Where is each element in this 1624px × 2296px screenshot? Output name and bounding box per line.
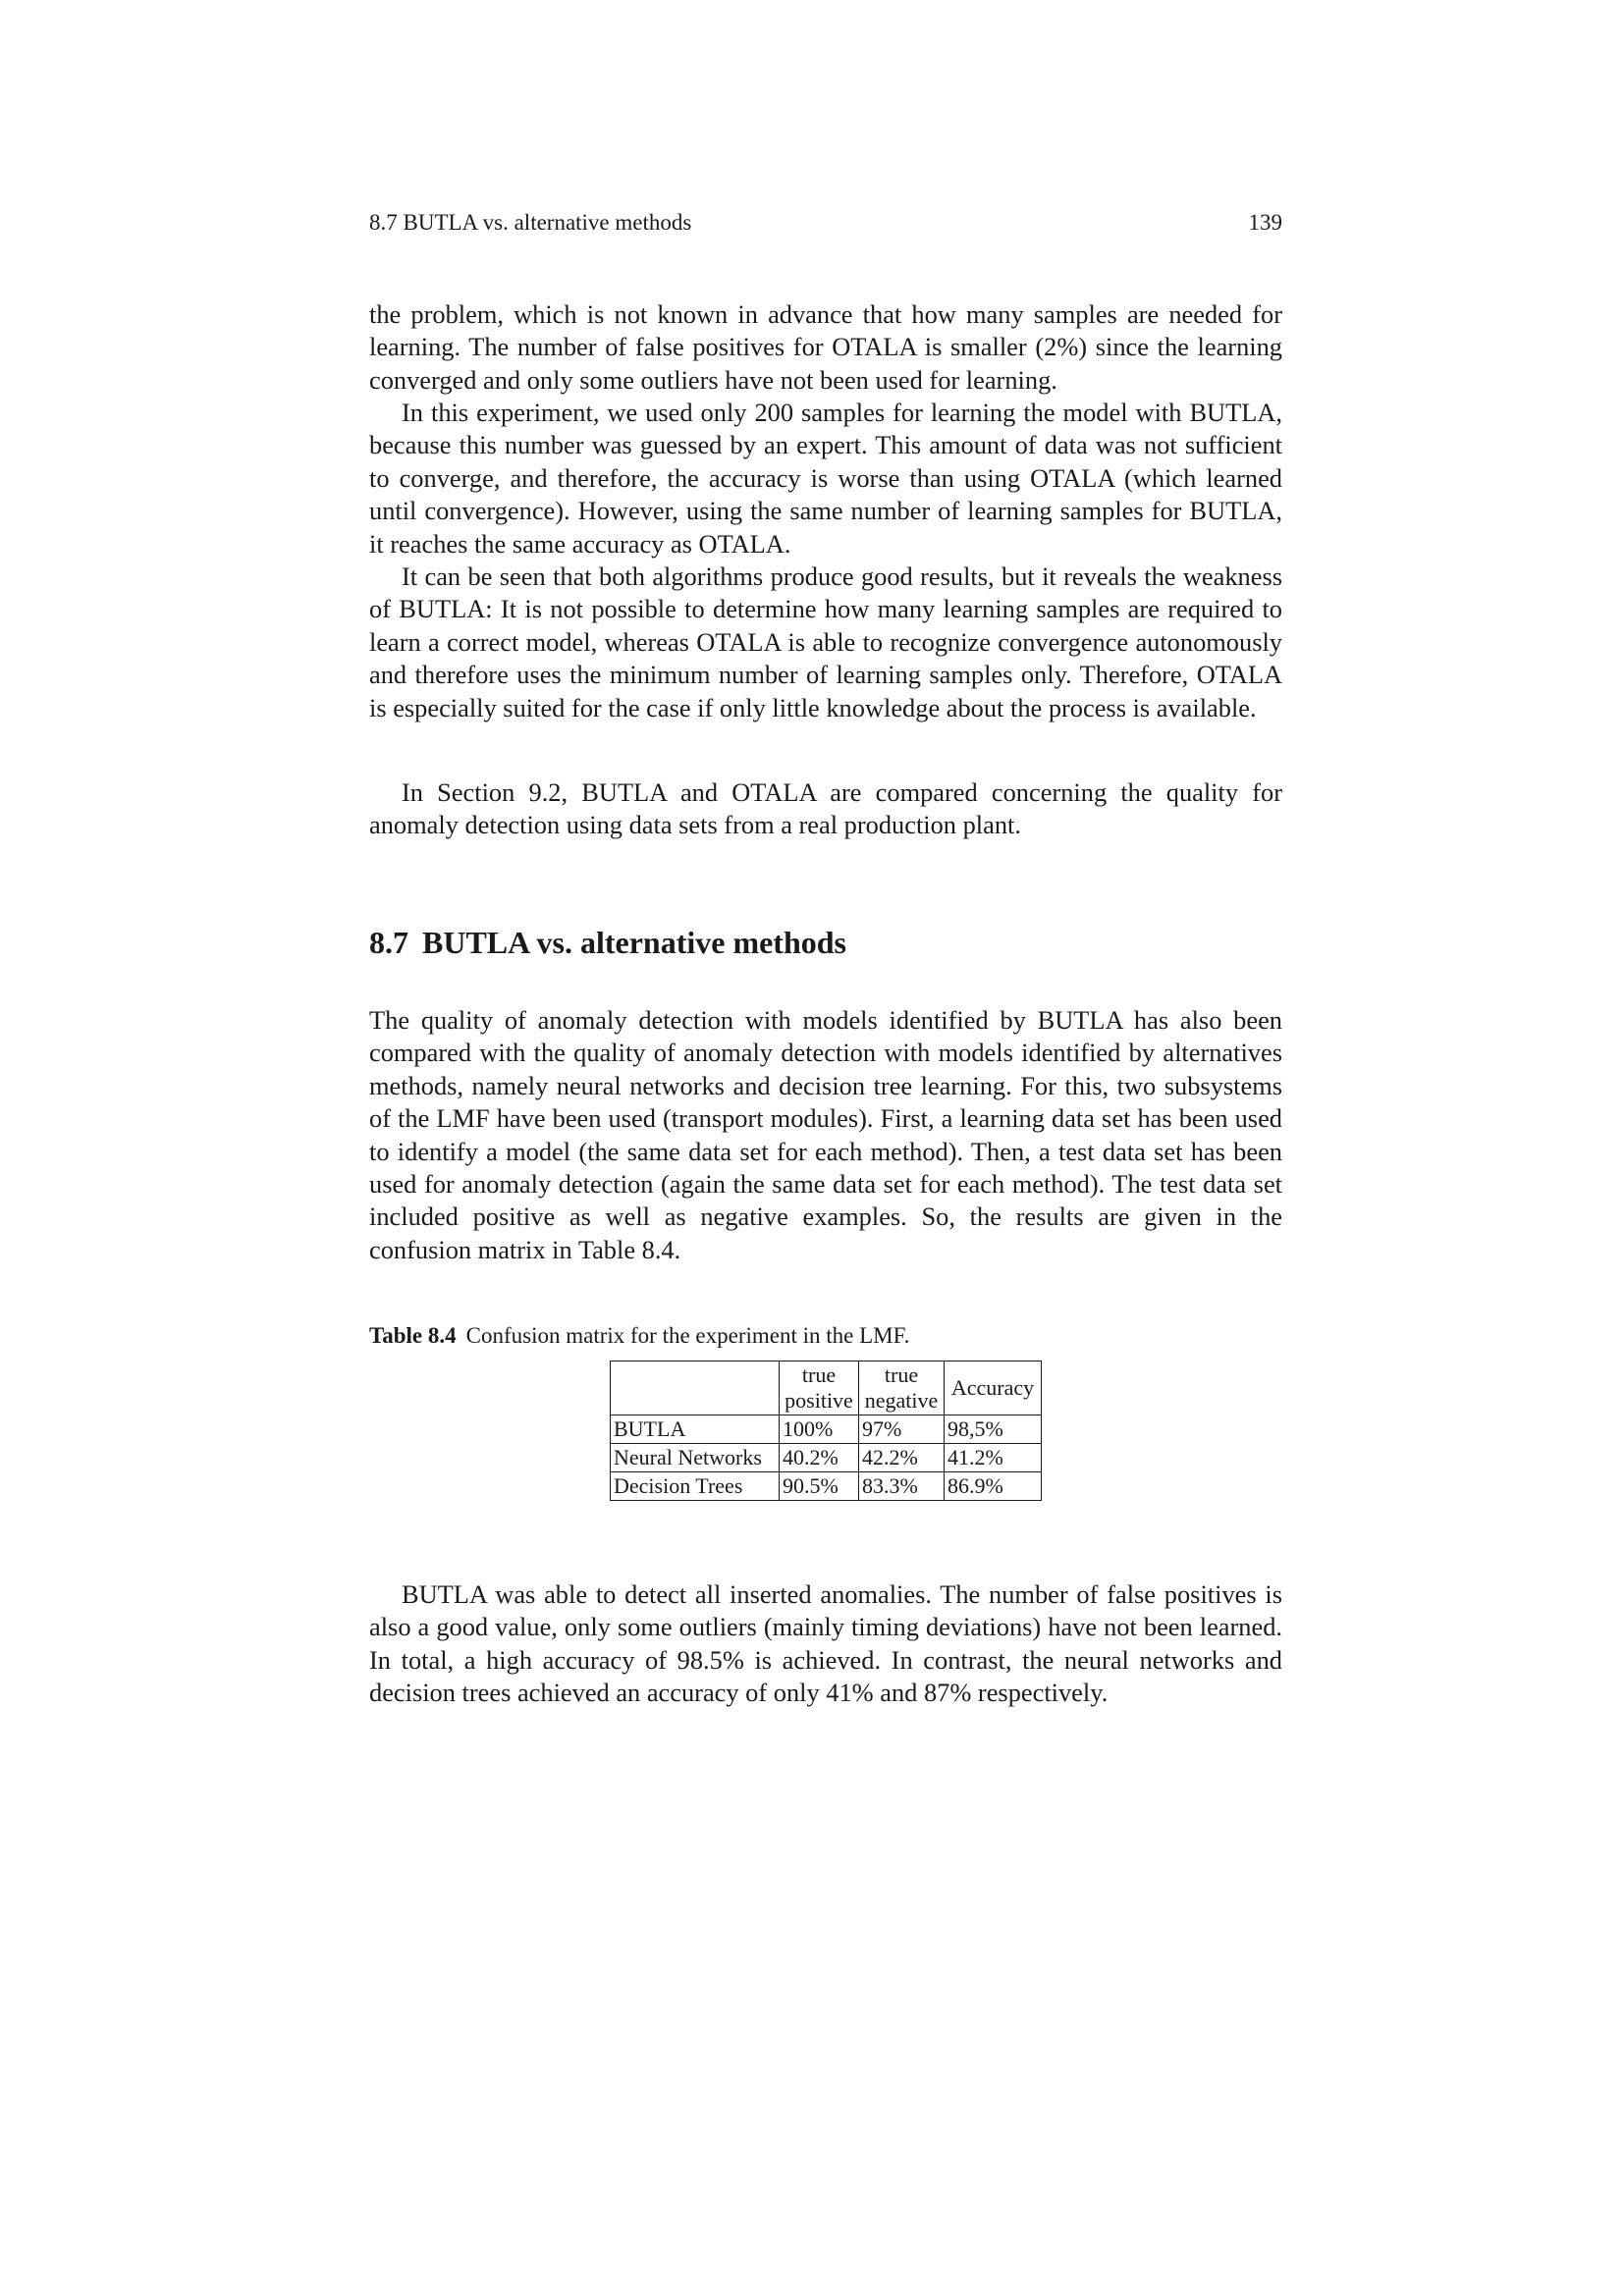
header-true-negative-line1: true [884,1362,919,1387]
row-label: Neural Networks [611,1444,780,1472]
cell-true-positive: 40.2% [780,1444,859,1472]
section-heading [369,923,846,962]
row-label: Decision Trees [611,1472,780,1501]
paragraph-comparison: The quality of anomaly detection with models identified by BUTLA has also been compared with the quality of anomaly detection with models identified by alternatives methods, namely neural networks and decision tree learning. For this, two subsystems of the LMF have been used (transport modules). First, a learning data set has been used to identify a model (the same data set for each method). Then, a test data set has been used for anomaly detection (again the same data set for each method). The test data set included positive as well as negative examples. So, the results are given in the confusion matrix in Table 8.4. [369,1005,1282,1264]
paragraph-butla-samples: In this experiment, we used only 200 samples for learning the model with BUTLA, because this number was guessed by an expert. This amount of data was not sufficient to converge, and therefore, the accuracy is worse than using OTALA (which learned until convergence). However, using the same number of learning samples for BUTLA, it reaches the same accuracy as OTALA. [369,398,1282,559]
header-true-negative-line2: negative [864,1388,939,1413]
cell-true-negative: 42.2% [859,1444,945,1472]
running-head-title: 8.7 BUTLA vs. alternative methods [369,210,692,235]
cell-true-negative: 83.3% [859,1472,945,1501]
table-caption [369,1321,909,1351]
cell-accuracy: 98,5% [945,1415,1042,1444]
section-number: 8.7 [369,925,408,960]
cell-true-negative: 97% [859,1415,945,1444]
table-header-row [611,1362,1042,1415]
header-true-positive-line2: positive [785,1388,853,1413]
cell-accuracy: 41.2% [945,1444,1042,1472]
paragraph-weakness: It can be seen that both algorithms produce good results, but it reveals the weakness of BUTLA: It is not possible to determine how many learning samples are required to learn a correct model, whereas OTALA is able to recognize convergence autonomously and therefore uses the minimum number of learning samples only. Therefore, OTALA is especially suited for the case if only little knowledge about the process is available. [369,561,1282,722]
page-number: 139 [1248,210,1282,235]
header-true-negative [859,1362,945,1415]
table-row [611,1444,1042,1472]
header-true-positive [780,1362,859,1415]
table-row [611,1415,1042,1444]
cell-accuracy: 86.9% [945,1472,1042,1501]
header-accuracy: Accuracy [945,1362,1042,1415]
cell-true-positive: 90.5% [780,1472,859,1501]
table-row [611,1472,1042,1501]
paragraph-section-ref: In Section 9.2, BUTLA and OTALA are compared concerning the quality for anomaly detection using data sets from a real production plant. [369,777,1282,840]
header-empty-cell [611,1362,780,1415]
paragraph-continuation: the problem, which is not known in advance that how many samples are needed for learning. The number of false positives for OTALA is smaller (2%) since the learning converged and only some outliers have not been used for learning. [369,299,1282,395]
paragraph-results: BUTLA was able to detect all inserted anomalies. The number of false positives is also a good value, only some outliers (mainly timing deviations) have not been learned. In total, a high accuracy of 98.5% is achieved. In contrast, the neural networks and decision trees achieved an accuracy of only 41% and 87% respectively. [369,1579,1282,1708]
confusion-matrix-table [610,1361,1042,1501]
cell-true-positive: 100% [780,1415,859,1444]
page [369,0,1282,2296]
header-true-positive-line1: true [801,1362,837,1387]
row-label: BUTLA [611,1415,780,1444]
table-caption-label: Table 8.4 [369,1323,457,1348]
section-title: BUTLA vs. alternative methods [422,925,846,960]
table-caption-text: Confusion matrix for the experiment in the LMF. [465,1323,910,1348]
